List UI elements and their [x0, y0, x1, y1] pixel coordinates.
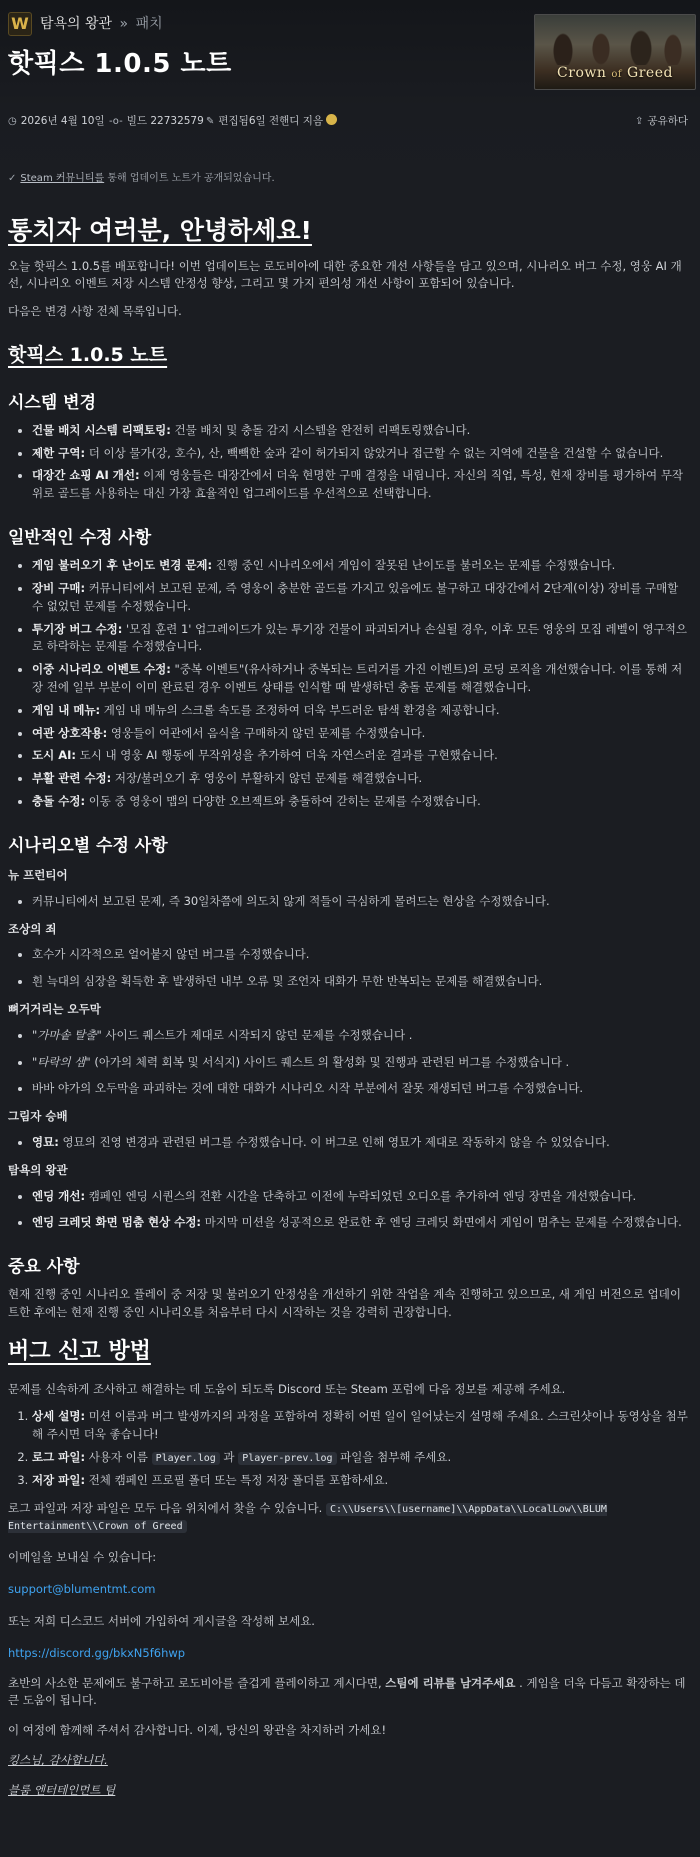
check-icon: ✓	[8, 173, 17, 184]
bone-shack-list	[8, 1027, 692, 1098]
list-item: • 게임 내 메뉴: 게임 내 메뉴의 스크롤 속도를 조정하여 더욱 부드러운 탐색 환경을 제공합니다.	[32, 702, 692, 720]
list-item: • 커뮤니티에서 보고된 문제, 즉 30일차쯤에 의도치 않게 적들이 극심하게 몰려드는 현상을 수정했습니다.	[32, 893, 692, 911]
important-paragraph: 현재 진행 중인 시나리오 플레이 중 저장 및 불러오기 안정성을 개선하기 위한 작업을 계속 진행하고 있으므로, 새 게임 버전으로 업데이트한 후에는 현재 진행 중인 시나리오를 처음부터 다시 시작하는 것을 강력히 권장합니다.	[8, 1287, 681, 1320]
steam-community-link[interactable]: Steam 커뮤니티를	[20, 173, 105, 184]
bug-report-steps	[8, 1408, 692, 1489]
list-item: • 여관 상호작용: 영웅들이 여관에서 음식을 구매하지 않던 문제를 수정했습니다.	[32, 725, 692, 743]
list-item: • 제한 구역: 더 이상 물가(강, 호수), 산, 빽빽한 숲과 같이 허가되지 않았거나 접근할 수 없는 지역에 건물을 건설할 수 없습니다.	[32, 445, 692, 463]
commit-icon: -o-	[109, 116, 123, 127]
list-item: • 흰 늑대의 심장을 획득한 후 발생하던 내부 오류 및 조언자 대화가 무한 반복되는 문제를 해결했습니다.	[32, 973, 692, 991]
important-heading: 중요 사항	[8, 1257, 80, 1278]
scenario-new-frontier-title: 뉴 프런티어	[8, 867, 68, 882]
discord-invite-link[interactable]: https://discord.gg/bkxN5f6hwp	[8, 1645, 186, 1660]
list-item: • 도시 AI: 도시 내 영웅 AI 행동에 무작위성을 추가하여 더욱 자연스러운 결과를 구현했습니다.	[32, 747, 692, 765]
list-item: • 엔딩 개선: 캠페인 엔딩 시퀀스의 전환 시간을 단축하고 이전에 누락되었던 오디오를 추가하여 엔딩 장면을 개선했습니다.	[32, 1188, 692, 1206]
list-item: 1. 상세 설명: 미션 이름과 버그 발생까지의 과정을 포함하여 정확히 어떤 일이 일어났는지 설명해 주세요. 스크린샷이나 동영상을 첨부해 주시면 더욱 좋습니다!	[32, 1408, 692, 1444]
breadcrumb-separator: »	[119, 16, 129, 32]
banner-logo-text: Crown of Greed	[557, 65, 673, 82]
review-paragraph: 초반의 사소한 문제에도 불구하고 로도비아를 즐겁게 플레이하고 계시다면, 스팀에 리뷰를 남겨주세요 . 게임을 더욱 다듬고 확장하는 데 큰 도움이 됩니다.	[8, 1675, 686, 1708]
game-banner-image	[534, 14, 696, 90]
code-player-log: Player.log	[152, 1452, 220, 1465]
list-item: • 호수가 시각적으로 얼어붙지 않던 버그를 수정했습니다.	[32, 946, 692, 964]
scenario-ancestral-sin-title: 조상의 죄	[8, 921, 57, 936]
crown-of-greed-list	[8, 1188, 692, 1233]
signoff-line-1: 킹스님, 감사합니다.	[8, 1752, 108, 1767]
steam-notice: ✓ Steam 커뮤니티를 통해 업데이트 노트가 공개되었습니다.	[8, 173, 275, 184]
list-item: • 충돌 수정: 이동 중 영웅이 맵의 다양한 오브젝트와 충돌하여 갇히는 문제를 수정했습니다.	[32, 793, 692, 811]
discord-intro: 또는 저희 디스코드 서버에 가입하여 게시글을 작성해 보세요.	[8, 1613, 315, 1628]
notes-heading: 핫픽스 1.0.5 노트	[8, 343, 168, 366]
steam-review-link[interactable]: 스팀에 리뷰를 남겨주세요	[385, 1675, 516, 1690]
app-logo-icon[interactable]: W	[8, 12, 32, 36]
breadcrumb-section-link[interactable]: 패치	[135, 16, 163, 32]
file-paths-paragraph: 로그 파일과 저장 파일은 모두 다음 위치에서 찾을 수 있습니다. C:\\Users\\[username]\\AppData\\LocalLow\\BLUM Entertainment\\Crown of Greed	[8, 1500, 607, 1533]
code-file-path: C:\\Users\\[username]\\AppData\\LocalLow\\BLUM Entertainment\\Crown of Greed	[8, 1503, 607, 1533]
list-item: • 대장간 쇼핑 AI 개선: 이제 영웅들은 대장간에서 더욱 현명한 구매 결정을 내립니다. 자신의 직업, 특성, 현재 장비를 평가하여 무작위로 골드를 사용하는 대신 가장 효율적인 업그레이드를 우선적으로 선택합니다.	[32, 467, 692, 503]
list-item: 2. 로그 파일: 사용자 이름 Player.log 과 Player-prev.log 파일을 첨부해 주세요.	[32, 1449, 692, 1467]
list-item: • 게임 불러오기 후 난이도 변경 문제: 진행 중인 시나리오에서 게임이 잘못된 난이도를 불러오는 문제를 수정했습니다.	[32, 557, 692, 575]
support-email-link[interactable]: support@blumentmt.com	[8, 1582, 156, 1597]
list-item: • 부활 관련 수정: 저장/불러오기 후 영웅이 부활하지 않던 문제를 해결했습니다.	[32, 770, 692, 788]
list-item: • 투기장 버그 수정: '모집 훈련 1' 업그레이드가 있는 투기장 건물이 파괴되거나 손실될 경우, 이후 모든 영웅의 모집 레벨이 영구적으로 하락하는 문제를 수정했습니다.	[32, 621, 692, 657]
list-item: 3. 저장 파일: 전체 캠페인 프로필 폴더 또는 특정 저장 폴더를 포함하세요.	[32, 1472, 692, 1490]
share-icon: ⇪	[635, 116, 644, 127]
email-link-line	[8, 1581, 692, 1599]
list-item: • 이중 시나리오 이벤트 수정: "중복 이벤트"(유사하거나 중복되는 트리거를 가진 이벤트)의 로딩 로직을 개선했습니다. 이를 통해 저장 전에 일부 부분이 이미 완료된 경우 이벤트 상태를 인식할 때 발생하던 충돌 문제를 해결했습니다.	[32, 661, 692, 697]
edited-info: ✎ 편집됨6일 전핸디 지음	[206, 113, 337, 130]
scenario-bone-shack-title: 뼈거거리는 오두막	[8, 1001, 101, 1016]
post-date: ◷ 2026년 4월 10일	[8, 115, 105, 127]
list-item: • "타락의 샘" (아가의 체력 회복 및 서식지) 사이드 퀘스트 의 활성화 및 진행과 관련된 버그를 수정했습니다 .	[32, 1054, 692, 1072]
code-player-prev-log: Player-prev.log	[238, 1452, 336, 1465]
article-body	[8, 215, 692, 1810]
greeting-heading: 통치자 여러분, 안녕하세요!	[8, 216, 312, 245]
system-heading: 시스템 변경	[8, 392, 97, 413]
banner-artwork	[543, 21, 689, 65]
bug-report-intro: 문제를 신속하게 조사하고 해결하는 데 도움이 되도록 Discord 또는 Steam 포럼에 다음 정보를 제공해 주세요.	[8, 1381, 566, 1396]
changes-intro: 다음은 변경 사항 전체 목록입니다.	[8, 304, 182, 319]
bug-report-heading: 버그 신고 방법	[8, 1339, 151, 1364]
intro-paragraph: 오늘 핫픽스 1.0.5를 배포합니다! 이번 업데이트는 로도비아에 대한 중요한 개선 사항들을 담고 있으며, 시나리오 버그 수정, 영웅 AI 개선, 시나리오 이벤트 저장 시스템 안정성 향상, 그리고 몇 가지 편의성 개선 사항이 포함되어 있습니다.	[8, 258, 682, 291]
breadcrumb-app-link[interactable]: 탐욕의 왕관	[40, 16, 113, 32]
system-list	[8, 422, 692, 503]
list-item: • 엔딩 크레딧 화면 멈춤 현상 수정: 마지막 미션을 성공적으로 완료한 후 엔딩 크레딧 화면에서 게임이 멈추는 문제를 수정했습니다.	[32, 1214, 692, 1232]
list-item: • 바바 야가의 오두막을 파괴하는 것에 대한 대화가 시나리오 시작 부분에서 잘못 재생되던 버그를 수정했습니다.	[32, 1080, 692, 1098]
scenario-heading: 시나리오별 수정 사항	[8, 835, 168, 856]
shadow-victory-list	[8, 1134, 692, 1152]
list-item: • 영묘: 영묘의 진영 변경과 관련된 버그를 수정했습니다. 이 버그로 인해 영묘가 제대로 작동하지 않을 수 있었습니다.	[32, 1134, 692, 1152]
scenario-shadow-victory-title: 그림자 승배	[8, 1109, 68, 1124]
page-header	[8, 12, 692, 92]
clock-icon: ◷	[8, 116, 17, 127]
list-item: • 건물 배치 시스템 리팩토링: 건물 배치 및 충돌 감지 시스템을 완전히 리팩토링했습니다.	[32, 422, 692, 440]
general-list	[8, 557, 692, 811]
pencil-icon: ✎	[206, 116, 215, 127]
thanks-paragraph: 이 여정에 함께해 주셔서 감사합니다. 이제, 당신의 왕관을 차지하러 가세요!	[8, 1723, 387, 1738]
build-number: -o- 빌드 22732579	[109, 115, 204, 127]
post-meta-bar	[8, 113, 692, 129]
ancestral-sin-list	[8, 946, 692, 991]
discord-link-line	[8, 1645, 692, 1663]
email-intro: 이메일을 보내실 수 있습니다:	[8, 1550, 157, 1565]
general-heading: 일반적인 수정 사항	[8, 527, 152, 548]
page-title: 핫픽스 1.0.5 노트	[8, 49, 232, 79]
share-button[interactable]: ⇪ 공유하다	[635, 115, 688, 127]
list-item: • "가마솥 탈출" 사이드 퀘스트가 제대로 시작되지 않던 문제를 수정했습니다 .	[32, 1027, 692, 1045]
author-avatar-icon	[326, 114, 337, 125]
new-frontier-list	[8, 893, 692, 911]
scenario-crown-of-greed-title: 탐욕의 왕관	[8, 1162, 68, 1177]
signoff-line-2: 블룸 엔터테인먼트 팀	[8, 1782, 116, 1797]
list-item: • 장비 구매: 커뮤니티에서 보고된 문제, 즉 영웅이 충분한 골드를 가지고 있음에도 불구하고 대장간에서 2단계(이상) 장비를 구매할 수 없었던 문제를 수정했습니다.	[32, 580, 692, 616]
breadcrumb	[40, 14, 163, 36]
